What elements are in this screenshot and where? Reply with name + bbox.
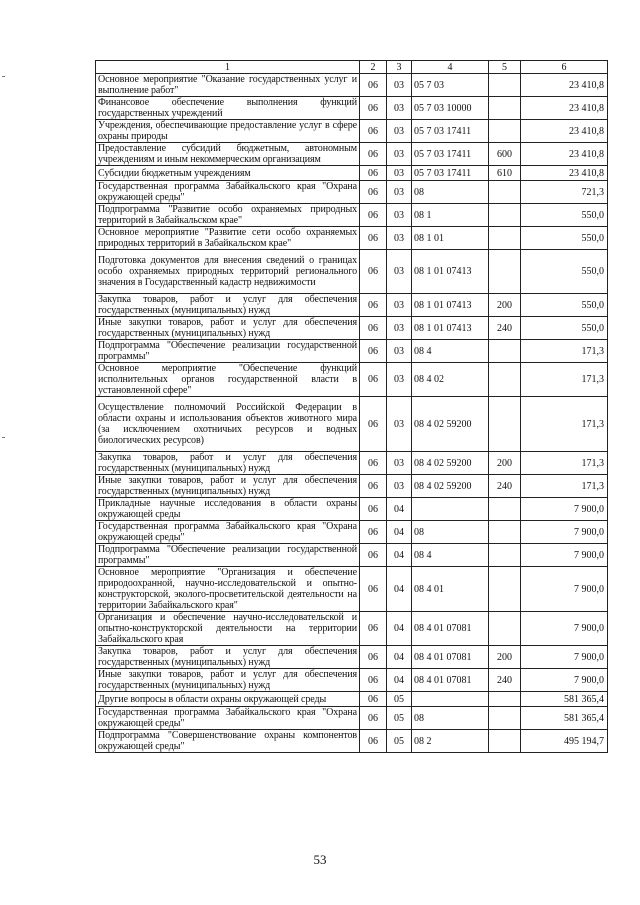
table-row bbox=[96, 544, 608, 567]
section-cell: 06 bbox=[360, 74, 387, 97]
subsection-cell: 04 bbox=[387, 646, 412, 669]
section-cell: 06 bbox=[360, 120, 387, 143]
expense-type-cell bbox=[489, 397, 521, 452]
target-article-cell bbox=[412, 692, 489, 707]
amount-cell: 7 900,0 bbox=[521, 498, 608, 521]
section-cell: 06 bbox=[360, 294, 387, 317]
target-article-cell: 08 4 01 07081 bbox=[412, 669, 489, 692]
section-cell: 06 bbox=[360, 521, 387, 544]
target-article-cell: 08 1 01 07413 bbox=[412, 317, 489, 340]
section-cell: 06 bbox=[360, 204, 387, 227]
subsection-cell: 03 bbox=[387, 363, 412, 397]
row-name-cell: Субсидии бюджетным учреждениям bbox=[96, 166, 360, 181]
section-cell: 06 bbox=[360, 397, 387, 452]
row-name-cell: Закупка товаров, работ и услуг для обеспечения государственных (муниципальных) нужд bbox=[96, 452, 360, 475]
table-row bbox=[96, 475, 608, 498]
expense-type-cell: 200 bbox=[489, 294, 521, 317]
target-article-cell bbox=[412, 498, 489, 521]
row-name-cell: Закупка товаров, работ и услуг для обеспечения государственных (муниципальных) нужд bbox=[96, 294, 360, 317]
section-cell: 06 bbox=[360, 692, 387, 707]
expense-type-cell bbox=[489, 250, 521, 294]
target-article-cell: 08 bbox=[412, 181, 489, 204]
table-row bbox=[96, 227, 608, 250]
subsection-cell: 03 bbox=[387, 181, 412, 204]
subsection-cell: 03 bbox=[387, 97, 412, 120]
expense-type-cell bbox=[489, 363, 521, 397]
amount-cell: 23 410,8 bbox=[521, 166, 608, 181]
section-cell: 06 bbox=[360, 143, 387, 166]
row-name-cell: Основное мероприятие "Оказание государственных услуг и выполнение работ" bbox=[96, 74, 360, 97]
margin-mark bbox=[2, 76, 5, 77]
amount-cell: 7 900,0 bbox=[521, 567, 608, 612]
row-name-cell: Подготовка документов для внесения сведений о границах особо охраняемых природных территорий регионального значения в Государственный кадастр недвижимости bbox=[96, 250, 360, 294]
amount-cell: 23 410,8 bbox=[521, 120, 608, 143]
expense-type-cell bbox=[489, 181, 521, 204]
section-cell: 06 bbox=[360, 612, 387, 646]
section-cell: 06 bbox=[360, 340, 387, 363]
amount-cell: 495 194,7 bbox=[521, 730, 608, 753]
expense-type-cell bbox=[489, 567, 521, 612]
section-cell: 06 bbox=[360, 181, 387, 204]
target-article-cell: 08 4 01 bbox=[412, 567, 489, 612]
subsection-cell: 05 bbox=[387, 730, 412, 753]
section-cell: 06 bbox=[360, 707, 387, 730]
expense-type-cell bbox=[489, 340, 521, 363]
amount-cell: 550,0 bbox=[521, 204, 608, 227]
expense-type-cell bbox=[489, 498, 521, 521]
table-row bbox=[96, 730, 608, 753]
subsection-cell: 05 bbox=[387, 692, 412, 707]
target-article-cell: 08 1 01 07413 bbox=[412, 294, 489, 317]
expense-type-cell bbox=[489, 612, 521, 646]
row-name-cell: Прикладные научные исследования в области охраны окружающей среды bbox=[96, 498, 360, 521]
amount-cell: 23 410,8 bbox=[521, 74, 608, 97]
amount-cell: 7 900,0 bbox=[521, 646, 608, 669]
subsection-cell: 04 bbox=[387, 567, 412, 612]
expense-type-cell bbox=[489, 74, 521, 97]
expense-type-cell: 240 bbox=[489, 317, 521, 340]
table-row bbox=[96, 204, 608, 227]
table-row bbox=[96, 294, 608, 317]
table-row bbox=[96, 397, 608, 452]
subsection-cell: 04 bbox=[387, 544, 412, 567]
row-name-cell: Государственная программа Забайкальского края "Охрана окружающей среды" bbox=[96, 707, 360, 730]
expense-type-cell bbox=[489, 120, 521, 143]
target-article-cell: 08 4 01 07081 bbox=[412, 612, 489, 646]
table-row bbox=[96, 143, 608, 166]
subsection-cell: 03 bbox=[387, 294, 412, 317]
section-cell: 06 bbox=[360, 498, 387, 521]
column-header-5: 5 bbox=[489, 61, 521, 74]
row-name-cell: Иные закупки товаров, работ и услуг для обеспечения государственных (муниципальных) нужд bbox=[96, 669, 360, 692]
subsection-cell: 03 bbox=[387, 120, 412, 143]
amount-cell: 7 900,0 bbox=[521, 612, 608, 646]
target-article-cell: 05 7 03 17411 bbox=[412, 143, 489, 166]
subsection-cell: 03 bbox=[387, 204, 412, 227]
target-article-cell: 08 4 bbox=[412, 340, 489, 363]
table-row bbox=[96, 646, 608, 669]
amount-cell: 581 365,4 bbox=[521, 707, 608, 730]
subsection-cell: 03 bbox=[387, 227, 412, 250]
table-row bbox=[96, 612, 608, 646]
row-name-cell: Организация и обеспечение научно-исследовательской и опытно-конструкторской деятельности на территории Забайкальского края bbox=[96, 612, 360, 646]
table-row bbox=[96, 452, 608, 475]
amount-cell: 7 900,0 bbox=[521, 669, 608, 692]
row-name-cell: Предоставление субсидий бюджетным, автономным учреждениям и иным некоммерческим организациям bbox=[96, 143, 360, 166]
table-row bbox=[96, 250, 608, 294]
target-article-cell: 08 2 bbox=[412, 730, 489, 753]
subsection-cell: 04 bbox=[387, 612, 412, 646]
table-body bbox=[96, 74, 608, 753]
amount-cell: 23 410,8 bbox=[521, 97, 608, 120]
amount-cell: 171,3 bbox=[521, 340, 608, 363]
target-article-cell: 08 4 bbox=[412, 544, 489, 567]
target-article-cell: 08 1 01 bbox=[412, 227, 489, 250]
subsection-cell: 03 bbox=[387, 166, 412, 181]
target-article-cell: 08 1 01 07413 bbox=[412, 250, 489, 294]
row-name-cell: Финансовое обеспечение выполнения функций государственных учреждений bbox=[96, 97, 360, 120]
expense-type-cell bbox=[489, 521, 521, 544]
expense-type-cell bbox=[489, 227, 521, 250]
subsection-cell: 03 bbox=[387, 74, 412, 97]
target-article-cell: 08 1 bbox=[412, 204, 489, 227]
table-row bbox=[96, 166, 608, 181]
page-number: 53 bbox=[313, 852, 327, 867]
amount-cell: 171,3 bbox=[521, 452, 608, 475]
column-header-6: 6 bbox=[521, 61, 608, 74]
expense-type-cell bbox=[489, 730, 521, 753]
row-name-cell: Подпрограмма "Обеспечение реализации государственной программы" bbox=[96, 544, 360, 567]
amount-cell: 171,3 bbox=[521, 397, 608, 452]
target-article-cell: 08 4 02 59200 bbox=[412, 452, 489, 475]
table-row bbox=[96, 692, 608, 707]
section-cell: 06 bbox=[360, 363, 387, 397]
target-article-cell: 05 7 03 17411 bbox=[412, 120, 489, 143]
amount-cell: 7 900,0 bbox=[521, 544, 608, 567]
subsection-cell: 03 bbox=[387, 397, 412, 452]
target-article-cell: 08 4 01 07081 bbox=[412, 646, 489, 669]
section-cell: 06 bbox=[360, 544, 387, 567]
expense-type-cell: 240 bbox=[489, 669, 521, 692]
target-article-cell: 08 bbox=[412, 707, 489, 730]
expense-type-cell bbox=[489, 544, 521, 567]
amount-cell: 550,0 bbox=[521, 227, 608, 250]
expense-type-cell bbox=[489, 204, 521, 227]
target-article-cell: 08 4 02 59200 bbox=[412, 397, 489, 452]
table-row bbox=[96, 181, 608, 204]
table-row bbox=[96, 340, 608, 363]
row-name-cell: Осуществление полномочий Российской Федерации в области охраны и использования объектов животного мира (за исключением охотничьих ресурсов и водных биологических ресурсов) bbox=[96, 397, 360, 452]
subsection-cell: 03 bbox=[387, 317, 412, 340]
section-cell: 06 bbox=[360, 250, 387, 294]
target-article-cell: 08 4 02 59200 bbox=[412, 475, 489, 498]
table-row bbox=[96, 669, 608, 692]
row-name-cell: Основное мероприятие "Организация и обеспечение природоохранной, научно-исследовательской и опытно-конструкторской, эколого-просветительской деятельности на территории Забайкальского края" bbox=[96, 567, 360, 612]
target-article-cell: 05 7 03 bbox=[412, 74, 489, 97]
table-header-row bbox=[96, 61, 608, 74]
table-row bbox=[96, 521, 608, 544]
amount-cell: 550,0 bbox=[521, 294, 608, 317]
table-row bbox=[96, 498, 608, 521]
target-article-cell: 05 7 03 10000 bbox=[412, 97, 489, 120]
margin-mark bbox=[2, 437, 5, 438]
section-cell: 06 bbox=[360, 166, 387, 181]
expense-type-cell: 610 bbox=[489, 166, 521, 181]
column-header-2: 2 bbox=[360, 61, 387, 74]
subsection-cell: 03 bbox=[387, 475, 412, 498]
column-header-4: 4 bbox=[412, 61, 489, 74]
target-article-cell: 05 7 03 17411 bbox=[412, 166, 489, 181]
amount-cell: 550,0 bbox=[521, 250, 608, 294]
table-row bbox=[96, 363, 608, 397]
subsection-cell: 03 bbox=[387, 143, 412, 166]
row-name-cell: Государственная программа Забайкальского края "Охрана окружающей среды" bbox=[96, 181, 360, 204]
subsection-cell: 03 bbox=[387, 250, 412, 294]
section-cell: 06 bbox=[360, 730, 387, 753]
section-cell: 06 bbox=[360, 97, 387, 120]
amount-cell: 171,3 bbox=[521, 475, 608, 498]
row-name-cell: Основное мероприятие "Развитие сети особо охраняемых природных территорий в Забайкальском крае" bbox=[96, 227, 360, 250]
subsection-cell: 05 bbox=[387, 707, 412, 730]
amount-cell: 721,3 bbox=[521, 181, 608, 204]
table-row bbox=[96, 317, 608, 340]
expense-type-cell bbox=[489, 97, 521, 120]
table-row bbox=[96, 120, 608, 143]
amount-cell: 550,0 bbox=[521, 317, 608, 340]
target-article-cell: 08 bbox=[412, 521, 489, 544]
row-name-cell: Основное мероприятие "Обеспечение функций исполнительных органов государственной власти в установленной сфере" bbox=[96, 363, 360, 397]
budget-table bbox=[95, 60, 608, 753]
row-name-cell: Закупка товаров, работ и услуг для обеспечения государственных (муниципальных) нужд bbox=[96, 646, 360, 669]
expense-type-cell: 600 bbox=[489, 143, 521, 166]
section-cell: 06 bbox=[360, 227, 387, 250]
section-cell: 06 bbox=[360, 567, 387, 612]
expense-type-cell bbox=[489, 692, 521, 707]
amount-cell: 581 365,4 bbox=[521, 692, 608, 707]
target-article-cell: 08 4 02 bbox=[412, 363, 489, 397]
section-cell: 06 bbox=[360, 669, 387, 692]
row-name-cell: Подпрограмма "Совершенствование охраны компонентов окружающей среды" bbox=[96, 730, 360, 753]
section-cell: 06 bbox=[360, 452, 387, 475]
row-name-cell: Другие вопросы в области охраны окружающей среды bbox=[96, 692, 360, 707]
amount-cell: 23 410,8 bbox=[521, 143, 608, 166]
subsection-cell: 04 bbox=[387, 669, 412, 692]
expense-type-cell: 200 bbox=[489, 452, 521, 475]
table-row bbox=[96, 567, 608, 612]
subsection-cell: 03 bbox=[387, 340, 412, 363]
expense-type-cell bbox=[489, 707, 521, 730]
row-name-cell: Подпрограмма "Обеспечение реализации государственной программы" bbox=[96, 340, 360, 363]
row-name-cell: Подпрограмма "Развитие особо охраняемых природных территорий в Забайкальском крае" bbox=[96, 204, 360, 227]
section-cell: 06 bbox=[360, 475, 387, 498]
amount-cell: 7 900,0 bbox=[521, 521, 608, 544]
section-cell: 06 bbox=[360, 646, 387, 669]
column-header-1: 1 bbox=[96, 61, 360, 74]
row-name-cell: Государственная программа Забайкальского края "Охрана окружающей среды" bbox=[96, 521, 360, 544]
table-row bbox=[96, 97, 608, 120]
section-cell: 06 bbox=[360, 317, 387, 340]
amount-cell: 171,3 bbox=[521, 363, 608, 397]
row-name-cell: Иные закупки товаров, работ и услуг для обеспечения государственных (муниципальных) нужд bbox=[96, 317, 360, 340]
subsection-cell: 04 bbox=[387, 521, 412, 544]
subsection-cell: 04 bbox=[387, 498, 412, 521]
row-name-cell: Учреждения, обеспечивающие предоставление услуг в сфере охраны природы bbox=[96, 120, 360, 143]
table-row bbox=[96, 74, 608, 97]
subsection-cell: 03 bbox=[387, 452, 412, 475]
row-name-cell: Иные закупки товаров, работ и услуг для обеспечения государственных (муниципальных) нужд bbox=[96, 475, 360, 498]
expense-type-cell: 240 bbox=[489, 475, 521, 498]
table-row bbox=[96, 707, 608, 730]
expense-type-cell: 200 bbox=[489, 646, 521, 669]
column-header-3: 3 bbox=[387, 61, 412, 74]
